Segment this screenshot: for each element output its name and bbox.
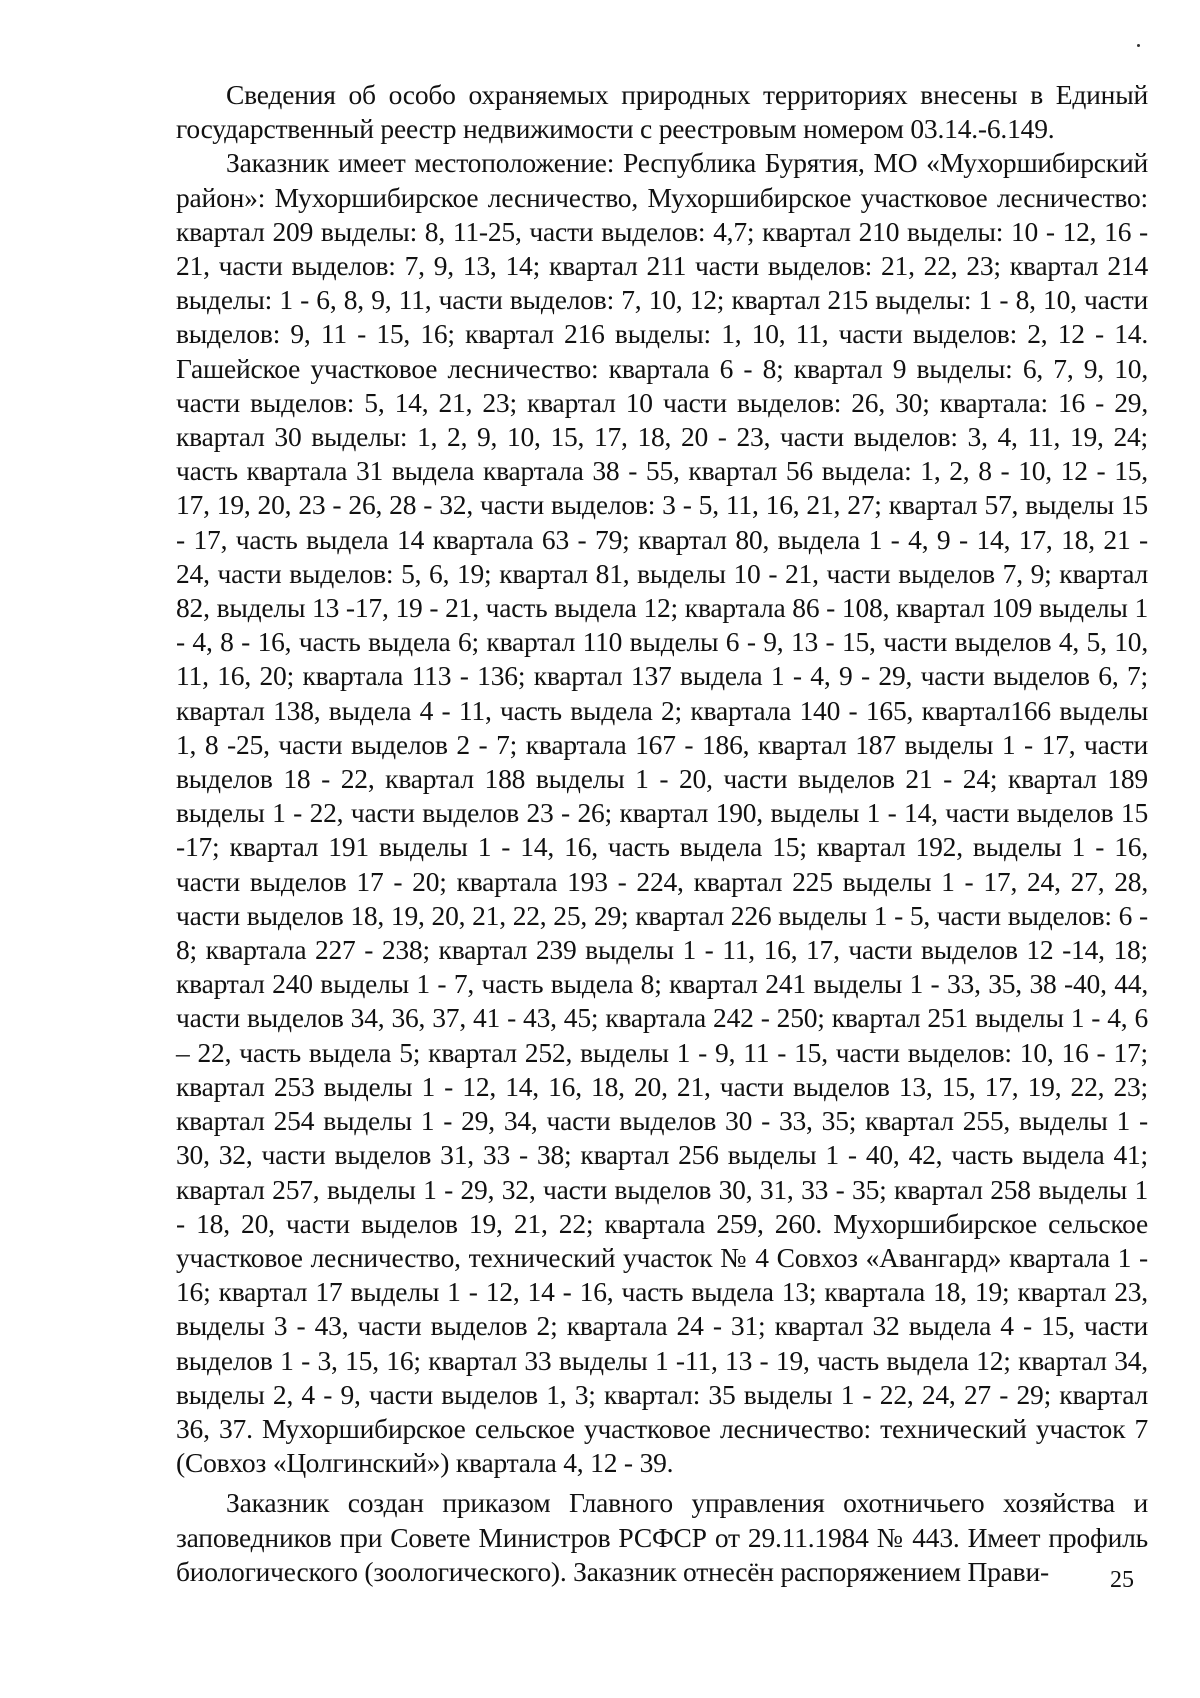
page-number: 25 [1110,1567,1134,1593]
paragraph-location: Заказник имеет местоположение: Республика Бурятия, МО «Мухоршибирский район»: Мухоршибирское лесничество, Мухоршибирское участковое лесничество: квартал 209 выделы: 8, 11-25, части выделов: 4,7; квартал 210 выделы: 10 - 12, 16 - 21, части выделов: 7, 9, 13, 14; квартал 211 части выделов: 21, 22, 23; квартал 214 выделы: 1 - 6, 8, 9, 11, части выделов: 7, 10, 12; квартал 215 выделы: 1 - 8, 10, части выделов: 9, 11 - 15, 16; квартал 216 выделы: 1, 10, 11, части выделов: 2, 12 - 14. Гашейское участковое лесничество: квартала 6 - 8; квартал 9 выделы: 6, 7, 9, 10, части выделов: 5, 14, 21, 23; квартал 10 части выделов: 26, 30; квартала: 16 - 29, квартал 30 выделы: 1, 2, 9, 10, 15, 17, 18, 20 - 23, части выделов: 3, 4, 11, 19, 24; часть квартала 31 выдела квартала 38 - 55, квартал 56 выдела: 1, 2, 8 - 10, 12 - 15, 17, 19, 20, 23 - 26, 28 - 32, части выделов: 3 - 5, 11, 16, 21, 27; квартал 57, выделы 15 - 17, часть выдела 14 квартала 63 - 79; квартал 80, выдела 1 - 4, 9 - 14, 17, 18, 21 - 24, части выделов: 5, 6, 19; квартал 81, выделы 10 - 21, части выделов 7, 9; квартал 82, выделы 13 -17, 19 - 21, часть выдела 12; квартала 86 - 108, квартал 109 выделы 1 - 4, 8 - 16, часть выдела 6; квартал 110 выделы 6 - 9, 13 - 15, части выделов 4, 5, 10, 11, 16, 20; квартала 113 - 136; квартал 137 выдела 1 - 4, 9 - 29, части выделов 6, 7; квартал 138, выдела 4 - 11, часть выдела 2; квартала 140 - 165, квартал166 выделы 1, 8 -25, части выделов 2 - 7; квартала 167 - 186, квартал 187 выделы 1 - 17, части выделов 18 - 22, квартал 188 выделы 1 - 20, части выделов 21 - 24; квартал 189 выделы 1 - 22, части выделов 23 - 26; квартал 190, выделы 1 - 14, части выделов 15 -17; квартал 191 выделы 1 - 14, 16, часть выдела 15; квартал 192, выделы 1 - 16, части выделов 17 - 20; квартала 193 - 224, квартал 225 выделы 1 - 17, 24, 27, 28, части выделов 18, 19, 20, 21, 22, 25, 29; квартал 226 выделы 1 - 5, части выделов: 6 - 8; квартала 227 - 238; квартал 239 выделы 1 - 11, 16, 17, части выделов 12 -14, 18; квартал 240 выделы 1 - 7, часть выдела 8; квартал 241 выделы 1 - 33, 35, 38 -40, 44, части выделов 34, 36, 37, 41 - 43, 45; квартала 242 - 250; квартал 251 выделы 1 - 4, 6 – 22, часть выдела 5; квартал 252, выделы 1 - 9, 11 - 15, части выделов: 10, 16 - 17; квартал 253 выделы 1 - 12, 14, 16, 18, 20, 21, части выделов 13, 15, 17, 19, 22, 23; квартал 254 выделы 1 - 29, 34, части выделов 30 - 33, 35; квартал 255, выделы 1 - 30, 32, части выделов 31, 33 - 38; квартал 256 выделы 1 - 40, 42, часть выдела 41; квартал 257, выделы 1 - 29, 32, части выделов 30, 31, 33 - 35; квартал 258 выделы 1 - 18, 20, части выделов 19, 21, 22; квартала 259, 260. Мухоршибирское сельское участковое лесничество, технический участок № 4 Совхоз «Авангард» квартала 1 - 16; квартал 17 выделы 1 - 12, 14 - 16, часть выдела 13; квартала 18, 19; квартал 23, выделы 3 - 43, части выделов 2; квартала 24 - 31; квартал 32 выдела 4 - 15, части выделов 1 - 3, 15, 16; квартал 33 выделы 1 -11, 13 - 19, часть выдела 12; квартал 34, выделы 2, 4 - 9, части выделов 1, 3; квартал: 35 выделы 1 - 22, 24, 27 - 29; квартал 36, 37. Мухоршибирское сельское участковое лесничество: технический участок 7 (Совхоз «Цолгинский») квартала 4, 12 - 39. [176,147,1148,1479]
paragraph-registry: Сведения об особо охраняемых природных территориях внесены в Единый государственный реестр недвижимости с реестровым номером 03.14.-6.149. [176,79,1148,145]
paragraph-creation: Заказник создан приказом Главного управления охотничьего хозяйства и заповедников при Совете Министров РСФСР от 29.11.1984 № 443. Имеет профиль биологического (зоологического). Заказник отнесён распоряжением Прави- [176,1487,1148,1587]
document-body [176,78,1148,1589]
scan-speck [1137,44,1140,47]
